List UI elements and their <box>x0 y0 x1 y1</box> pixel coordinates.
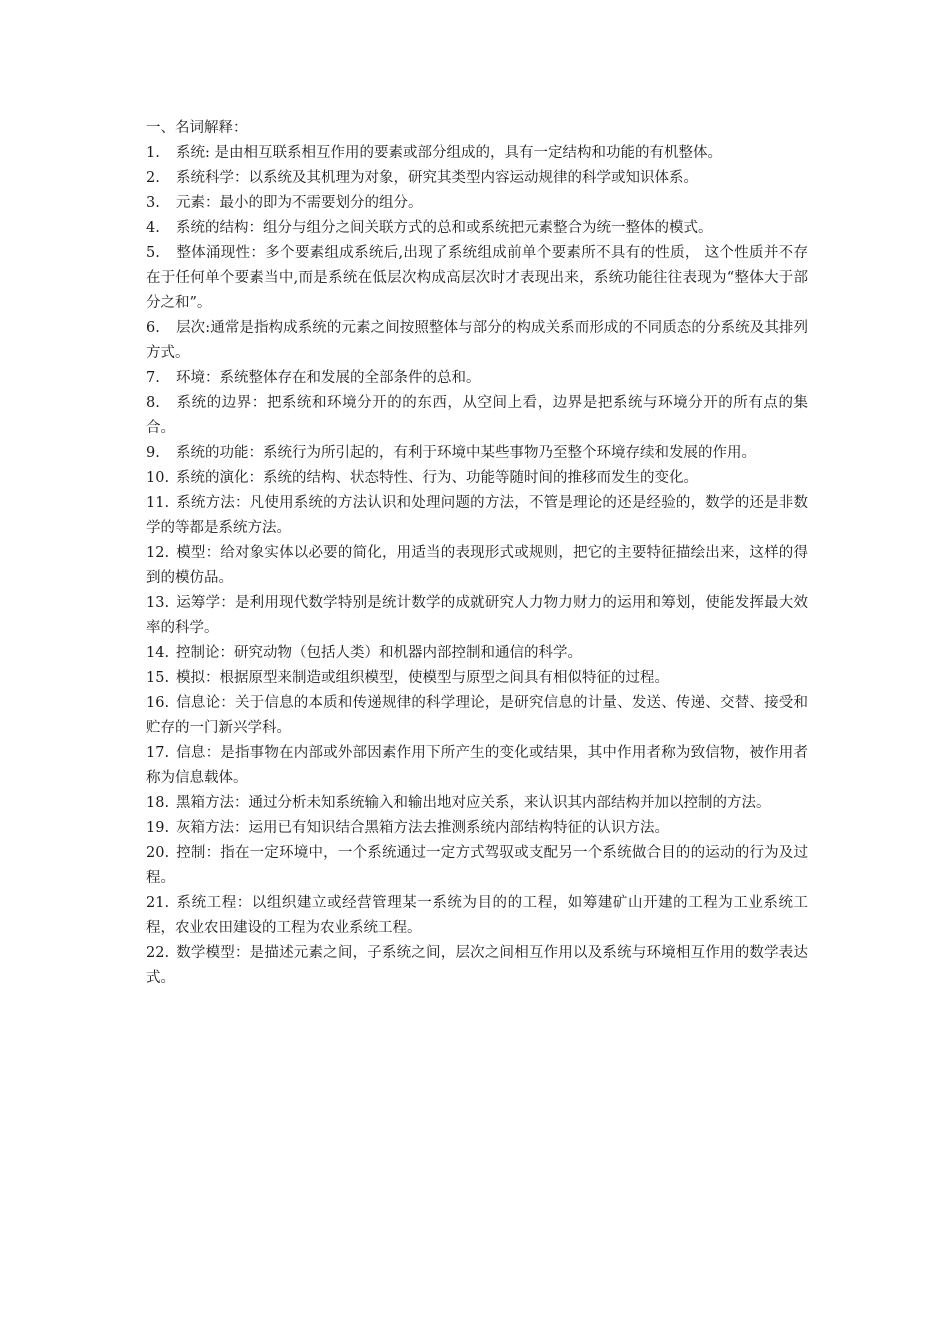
item-text: 元素：最小的即为不需要划分的组分。 <box>176 195 423 211</box>
item-text: 系统方法：凡使用系统的方法认识和处理问题的方法，不管是理论的还是经验的，数学的还是非数学的等都是系统方法。 <box>146 495 808 536</box>
definition-item <box>146 316 808 366</box>
item-number: 2. <box>146 170 160 186</box>
item-text: 环境：系统整体存在和发展的全部条件的总和。 <box>176 370 481 386</box>
item-number: 6. <box>146 320 160 336</box>
definition-item <box>146 816 808 841</box>
item-text: 模拟：根据原型来制造或组织模型，使模型与原型之间具有相似特征的过程。 <box>176 670 669 686</box>
definition-item <box>146 191 808 216</box>
item-number: 16. <box>146 695 170 711</box>
definition-item <box>146 466 808 491</box>
definition-item <box>146 666 808 691</box>
item-number: 10. <box>146 470 170 486</box>
definition-item <box>146 641 808 666</box>
definition-item <box>146 841 808 891</box>
item-text: 层次:通常是指构成系统的元素之间按照整体与部分的构成关系而形成的不同质态的分系统及其排列方式。 <box>146 320 808 361</box>
definition-item <box>146 741 808 791</box>
item-text: 系统的演化：系统的结构、状态特性、行为、功能等随时间的推移而发生的变化。 <box>176 470 698 486</box>
item-text: 黑箱方法：通过分析未知系统输入和输出地对应关系，来认识其内部结构并加以控制的方法。 <box>176 795 771 811</box>
item-text: 系统工程：以组织建立或经营管理某一系统为目的的工程，如筹建矿山开建的工程为工业系统工程，农业农田建设的工程为农业系统工程。 <box>146 895 808 936</box>
definition-item <box>146 141 808 166</box>
item-text: 运筹学：是利用现代数学特别是统计数学的成就研究人力物力财力的运用和筹划，使能发挥最大效率的科学。 <box>146 595 808 636</box>
item-text: 数学模型：是描述元素之间，子系统之间，层次之间相互作用以及系统与环境相互作用的数学表达式。 <box>146 945 808 986</box>
item-text: 系统的结构：组分与组分之间关联方式的总和或系统把元素整合为统一整体的模式。 <box>176 220 713 236</box>
item-text: 整体涌现性：多个要素组成系统后,出现了系统组成前单个要素所不具有的性质， 这个性质并不存在于任何单个要素当中,而是系统在低层次构成高层次时才表现出来，系统功能往往表现为“整体大于部分之和”。 <box>146 245 808 311</box>
item-number: 7. <box>146 370 160 386</box>
item-text: 系统: 是由相互联系相互作用的要素或部分组成的，具有一定结构和功能的有机整体。 <box>176 145 722 161</box>
item-number: 21. <box>146 895 170 911</box>
definition-item <box>146 591 808 641</box>
item-text: 系统的功能：系统行为所引起的，有利于环境中某些事物乃至整个环境存续和发展的作用。 <box>176 445 756 461</box>
definition-item <box>146 941 808 991</box>
definition-item <box>146 241 808 316</box>
item-number: 8. <box>146 395 160 411</box>
item-text: 系统的边界：把系统和环境分开的的东西，从空间上看，边界是把系统与环境分开的所有点的集合。 <box>146 395 808 436</box>
item-number: 5. <box>146 245 160 261</box>
item-number: 13. <box>146 595 170 611</box>
item-text: 系统科学：以系统及其机理为对象，研究其类型内容运动规律的科学或知识体系。 <box>176 170 698 186</box>
definition-item <box>146 691 808 741</box>
definition-item <box>146 791 808 816</box>
item-text: 信息：是指事物在内部或外部因素作用下所产生的变化或结果，其中作用者称为致信物，被作用者称为信息载体。 <box>146 745 808 786</box>
item-number: 15. <box>146 670 170 686</box>
section-heading: 一、名词解释： <box>146 120 248 136</box>
definition-item <box>146 891 808 941</box>
item-number: 12. <box>146 545 170 561</box>
item-text: 信息论：关于信息的本质和传递规律的科学理论，是研究信息的计量、发送、传递、交替、接受和贮存的一门新兴学科。 <box>146 695 808 736</box>
document-page <box>146 116 808 991</box>
item-number: 4. <box>146 220 160 236</box>
definition-item <box>146 391 808 441</box>
item-number: 3. <box>146 195 160 211</box>
item-number: 20. <box>146 845 170 861</box>
definition-item <box>146 366 808 391</box>
definition-item <box>146 441 808 466</box>
item-number: 17. <box>146 745 170 761</box>
item-number: 14. <box>146 645 170 661</box>
definition-item <box>146 491 808 541</box>
definition-item <box>146 541 808 591</box>
item-text: 灰箱方法：运用已有知识结合黑箱方法去推测系统内部结构特征的认识方法。 <box>176 820 669 836</box>
item-number: 1. <box>146 145 160 161</box>
item-number: 9. <box>146 445 160 461</box>
item-text: 控制论：研究动物（包括人类）和机器内部控制和通信的科学。 <box>176 645 582 661</box>
item-number: 18. <box>146 795 170 811</box>
definition-item <box>146 166 808 191</box>
definition-list <box>146 141 808 991</box>
item-number: 22. <box>146 945 170 961</box>
item-text: 控制：指在一定环境中，一个系统通过一定方式驾驭或支配另一个系统做合目的的运动的行为及过程。 <box>146 845 808 886</box>
item-text: 模型：给对象实体以必要的简化，用适当的表现形式或规则，把它的主要特征描绘出来，这样的得到的模仿品。 <box>146 545 808 586</box>
definition-item <box>146 216 808 241</box>
item-number: 11. <box>146 495 170 511</box>
item-number: 19. <box>146 820 170 836</box>
